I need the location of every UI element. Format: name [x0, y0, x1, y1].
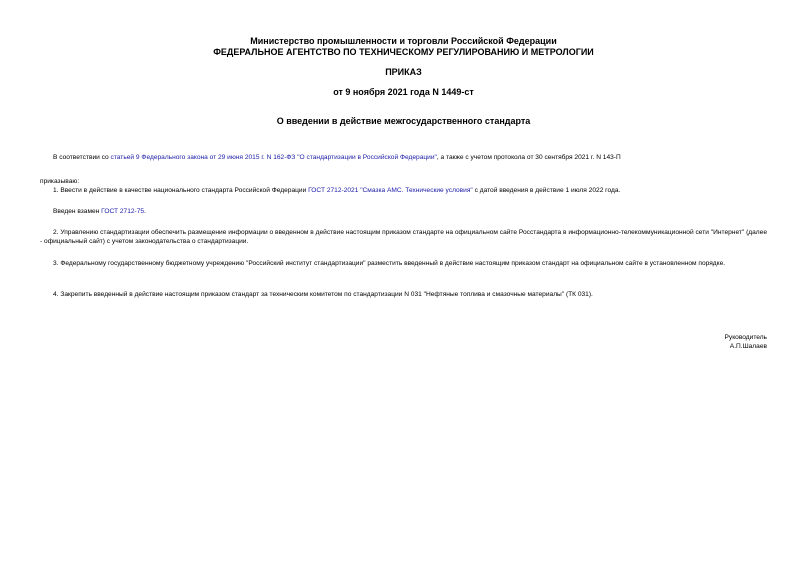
preamble-start: В соответствии со — [53, 154, 111, 161]
order-word: приказываю: — [40, 178, 80, 185]
item-4: 4. Закрепить введенный в действие настоящим приказом стандарт за техническим комитетом по стандартизации N 031 "Нефтяные топлива и смазочные материалы" (ТК 031). — [53, 291, 593, 298]
item-3: 3. Федеральному государственному бюджетному учреждению "Российский институт стандартизации" разместить введенный в действие настоящим приказом стандарт на официальном сайте в установленном порядке. — [53, 260, 726, 267]
gost-2712-2021-link[interactable]: ГОСТ 2712-2021 "Смазка АМС. Технические условия" — [308, 187, 473, 194]
gost-2712-75-link[interactable]: ГОСТ 2712-75 — [101, 208, 145, 215]
ministry-title: Министерство промышленности и торговли Российской Федерации — [250, 36, 557, 46]
replaced-start: Введен взамен — [53, 208, 102, 215]
item-1-start: 1. Ввести в действие в качестве национального стандарта Российской Федерации — [53, 187, 309, 194]
doc-date-number: от 9 ноября 2021 года N 1449-ст — [333, 87, 474, 97]
replaced-note — [53, 208, 146, 217]
item-1-end: с датой введения в действие 1 июля 2022 года. — [472, 187, 621, 194]
doc-subject: О введении в действие межгосударственного стандарта — [276, 116, 531, 126]
preamble-end: , а также с учетом протокола от 30 сентября 2021 г. N 143-П — [436, 154, 621, 161]
preamble — [53, 154, 621, 163]
agency-title: ФЕДЕРАЛЬНОЕ АГЕНТСТВО ПО ТЕХНИЧЕСКОМУ РЕГУЛИРОВАНИЮ И МЕТРОЛОГИИ — [213, 47, 594, 57]
item-1 — [53, 187, 620, 196]
signature-title: Руководитель — [724, 334, 767, 341]
signature-name: А.П.Шалаев — [729, 343, 767, 350]
doc-type: ПРИКАЗ — [385, 67, 422, 77]
replaced-end: . — [144, 208, 146, 215]
federal-law-link[interactable]: статьей 9 Федерального закона от 29 июня 2015 г. N 162-ФЗ "О стандартизации в Российской Федерации" — [110, 154, 437, 161]
item-2: 2. Управлению стандартизации обеспечить размещение информации о введенном в действие настоящим приказом стандарте на официальном сайте Росстандарта в информационно-телекоммуникационной сети "Интернет" (далее - официальный сайт) с учетом законодательства о стандартизации. — [40, 229, 767, 245]
